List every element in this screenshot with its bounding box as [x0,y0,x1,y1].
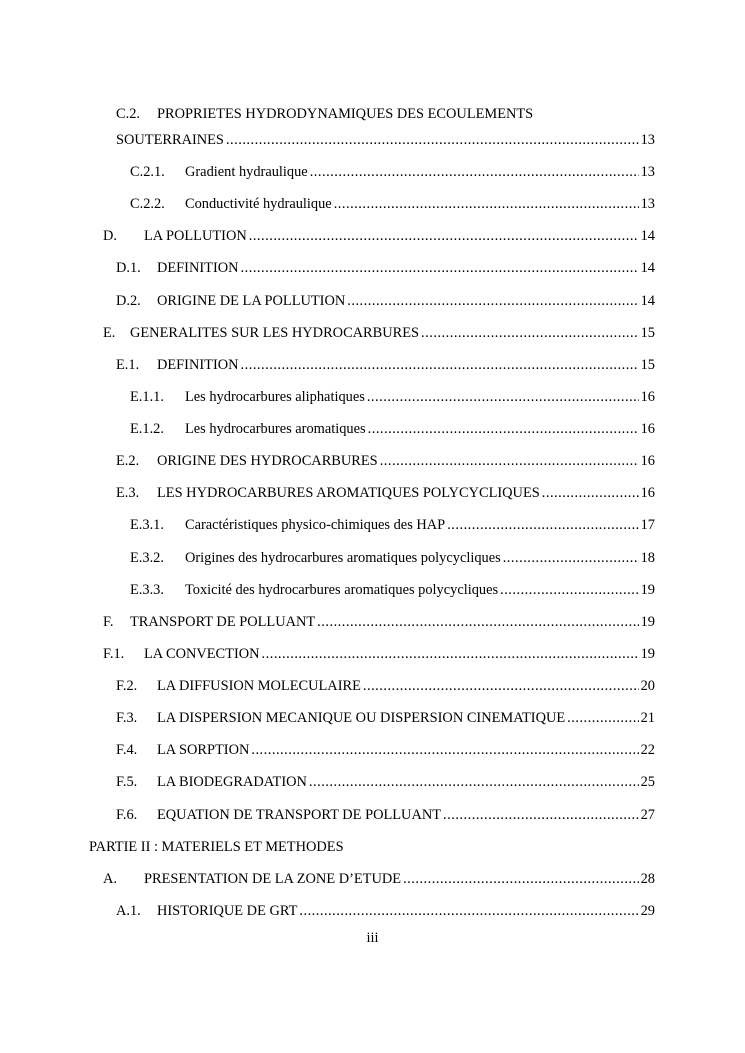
toc-page-number: 19 [640,646,655,662]
page-number-footer: iii [366,930,379,946]
toc-entry[interactable] [103,226,655,246]
toc-entry[interactable] [116,291,655,311]
toc-page-number: 21 [640,710,655,726]
toc-entry[interactable] [130,419,655,439]
toc-leader-dots [368,419,639,439]
toc-entry-number: E.3. [116,485,140,501]
toc-entry-number: E.3.3. [130,582,164,598]
toc-entry[interactable] [103,869,655,889]
toc-entry-number: E.2. [116,453,140,469]
toc-entry-title: Origines des hydrocarbures aromatiques polycycliques [185,550,501,566]
toc-entry-title: EQUATION DE TRANSPORT DE POLLUANT [157,807,442,823]
toc-entry-title: PRESENTATION DE LA ZONE D’ETUDE [144,871,402,887]
toc-page-number: 25 [640,774,655,790]
toc-entry-number: C.2.2. [130,196,165,212]
toc-entry-title: ORIGINE DES HYDROCARBURES [157,453,378,469]
toc-leader-dots [500,580,639,600]
toc-entry-title: Caractéristiques physico-chimiques des HAP [185,517,446,533]
toc-entry[interactable] [130,548,655,568]
toc-entry-c2-line2[interactable] [116,130,655,150]
toc-page-number: 16 [640,485,655,501]
toc-entry[interactable] [116,451,655,471]
toc-entry-number: E.1. [116,357,140,373]
toc-page-number: 22 [640,742,655,758]
toc-entry-number: F.6. [116,807,138,823]
toc-leader-dots [363,676,639,696]
part-heading[interactable]: PARTIE II : MATERIELS ET METHODES [89,839,344,855]
toc-leader-dots [334,194,639,214]
toc-page-number: 29 [640,903,655,919]
toc-entry[interactable] [130,162,655,182]
toc-entry-number: F.3. [116,710,138,726]
toc-entry[interactable] [116,772,655,792]
toc-entry[interactable] [116,805,655,825]
toc-entry-number: E.1.2. [130,421,164,437]
toc-entry-number: E.3.1. [130,517,164,533]
toc-entry[interactable] [116,708,655,728]
toc-leader-dots [447,515,638,535]
toc-leader-dots [251,740,638,760]
toc-entry-number: F. [103,614,114,630]
toc-page-number: 13 [640,132,655,148]
toc-leader-dots [367,387,639,407]
toc-entry-number: F.4. [116,742,138,758]
toc-entry[interactable] [116,483,655,503]
toc-page-number: 16 [640,453,655,469]
toc-leader-dots [421,323,639,343]
toc-entry[interactable] [103,323,655,343]
toc-leader-dots [317,612,638,632]
toc-entry-title: Conductivité hydraulique [185,196,332,212]
toc-leader-dots [309,772,639,792]
toc-page-number: 28 [640,871,655,887]
toc-entry[interactable] [130,387,655,407]
toc-entry-title: LA BIODEGRADATION [157,774,307,790]
toc-leader-dots [241,355,639,375]
toc-page-number: 20 [640,678,655,694]
toc-entry-title: DEFINITION [157,260,239,276]
toc-entry-title: Les hydrocarbures aliphatiques [185,389,365,405]
toc-page-number: 18 [640,550,655,566]
toc-entry-title: LA CONVECTION [144,646,260,662]
toc-entry-number: E. [103,325,116,341]
toc-page-number: 19 [640,582,655,598]
toc-entry-number: D. [103,228,117,244]
toc-entry-title: LES HYDROCARBURES AROMATIQUES POLYCYCLIQUES [157,485,540,501]
toc-page-number: 17 [640,517,655,533]
toc-entry[interactable] [103,612,655,632]
toc-entry[interactable] [116,355,655,375]
toc-entry-number: A.1. [116,903,141,919]
toc-page-number: 14 [640,293,655,309]
toc-entry[interactable] [116,901,655,921]
toc-page-number: 15 [640,357,655,373]
toc-entry[interactable] [130,580,655,600]
toc-entry-number: F.2. [116,678,138,694]
toc-entry-title: LA POLLUTION [144,228,247,244]
toc-entry-number: F.5. [116,774,138,790]
toc-leader-dots [299,901,638,921]
toc-entry-c2-line1 [116,104,533,124]
toc-entry-number: E.1.1. [130,389,164,405]
toc-entry-title: SOUTERRAINES [116,132,224,148]
toc-entry[interactable] [116,676,655,696]
toc-entry-title: ORIGINE DE LA POLLUTION [157,293,346,309]
toc-entry-number: F.1. [103,646,125,662]
toc-leader-dots [347,291,638,311]
toc-entry-title: LA DIFFUSION MOLECULAIRE [157,678,361,694]
toc-entry-number: D.1. [116,260,141,276]
toc-page-number: 14 [640,260,655,276]
toc-page-number: 14 [640,228,655,244]
toc-leader-dots [226,130,639,150]
toc-entry-title: GENERALITES SUR LES HYDROCARBURES [130,325,420,341]
toc-entry-title: Toxicité des hydrocarbures aromatiques polycycliques [185,582,499,598]
toc-page-number: 15 [640,325,655,341]
toc-page-number: 13 [640,196,655,212]
toc-entry-number: A. [103,871,117,887]
toc-entry-title: LA DISPERSION MECANIQUE OU DISPERSION CINEMATIQUE [157,710,566,726]
toc-entry-number: C.2. [116,106,140,122]
toc-page-number: 16 [640,421,655,437]
toc-page-number: 27 [640,807,655,823]
toc-entry[interactable] [103,644,655,664]
toc-entry-title: PROPRIETES HYDRODYNAMIQUES DES ECOULEMENTS [157,106,534,122]
toc-entry-number: D.2. [116,293,141,309]
toc-entry[interactable] [130,194,655,214]
toc-leader-dots [567,708,638,728]
toc-entry[interactable] [130,515,655,535]
toc-entry-title: HISTORIQUE DE GRT [157,903,298,919]
toc-entry-title: Les hydrocarbures aromatiques [185,421,366,437]
toc-leader-dots [403,869,639,889]
toc-leader-dots [503,548,639,568]
toc-entry-number: C.2.1. [130,164,165,180]
toc-leader-dots [380,451,639,471]
toc-entry-title: LA SORPTION [157,742,250,758]
toc-entry[interactable] [116,258,655,278]
toc-leader-dots [310,162,639,182]
toc-leader-dots [542,483,639,503]
toc-page-number: 19 [640,614,655,630]
toc-entry-title: DEFINITION [157,357,239,373]
toc-entry-number: E.3.2. [130,550,164,566]
toc-page-number: 13 [640,164,655,180]
toc-leader-dots [241,258,639,278]
toc-entry-title: Gradient hydraulique [185,164,308,180]
toc-leader-dots [262,644,639,664]
toc-entry[interactable] [116,740,655,760]
toc-entry-title: TRANSPORT DE POLLUANT [130,614,316,630]
toc-leader-dots [443,805,639,825]
toc-page-number: 16 [640,389,655,405]
toc-leader-dots [249,226,639,246]
